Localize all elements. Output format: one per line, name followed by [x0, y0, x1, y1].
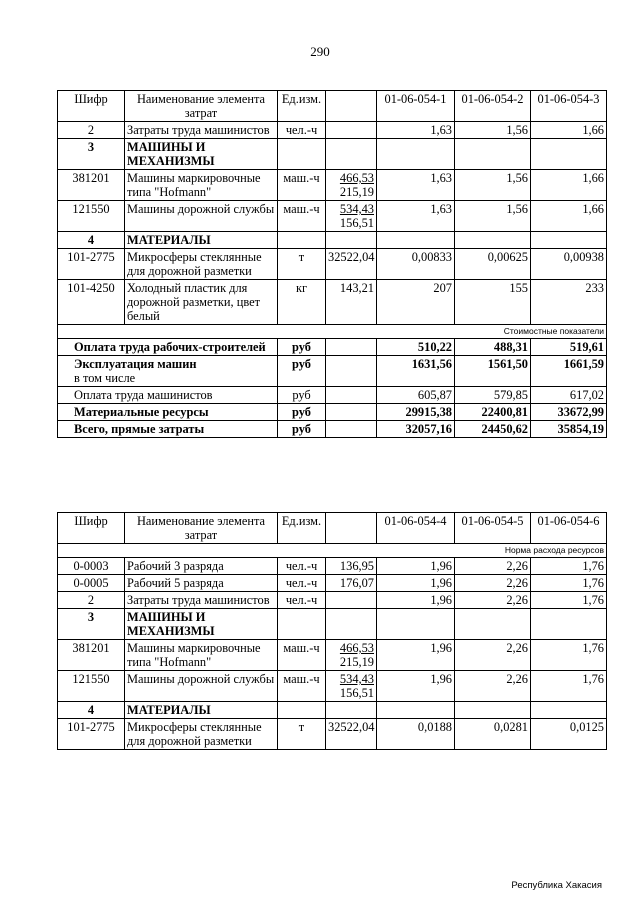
resource-row [58, 640, 607, 671]
header-name: Наименование элемента затрат [125, 91, 278, 122]
norm-caption: Норма расхода ресурсов [58, 544, 607, 558]
row-name: Машины дорожной службы [125, 201, 278, 232]
row-code: 0-0005 [58, 575, 125, 592]
price-secondary: 215,19 [339, 185, 374, 199]
row-value-1 [377, 702, 455, 719]
resource-row [58, 122, 607, 139]
row-price: 143,21 [326, 280, 377, 325]
section-row [58, 609, 607, 640]
section-row [58, 702, 607, 719]
cost-value-3: 519,61 [531, 339, 607, 356]
row-value-1: 207 [377, 280, 455, 325]
price-secondary: 156,51 [339, 216, 374, 230]
row-unit: чел.-ч [278, 122, 326, 139]
row-value-2: 1,56 [455, 201, 531, 232]
row-value-1 [377, 232, 455, 249]
row-unit [278, 232, 326, 249]
cost-value-2: 488,31 [455, 339, 531, 356]
row-name: МАШИНЫ И МЕХАНИЗМЫ [125, 609, 278, 640]
cost-name [58, 356, 278, 387]
cost-caption: Стоимостные показатели [58, 325, 607, 339]
footer-region: Республика Хакасия [511, 880, 602, 891]
row-price [326, 702, 377, 719]
row-value-3: 0,00938 [531, 249, 607, 280]
cost-row [58, 387, 607, 404]
row-code: 3 [58, 609, 125, 640]
row-code: 0-0003 [58, 558, 125, 575]
row-name: Холодный пластик для дорожной разметки, цвет белый [125, 280, 278, 325]
row-unit [278, 139, 326, 170]
row-value-3: 1,76 [531, 671, 607, 702]
cost-label: Эксплуатация машин [74, 357, 197, 371]
cost-value-3: 1661,59 [531, 356, 607, 387]
row-value-2: 1,56 [455, 170, 531, 201]
cost-value-1: 605,87 [377, 387, 455, 404]
row-value-3: 233 [531, 280, 607, 325]
cost-caption-row [58, 325, 607, 339]
row-value-2: 2,26 [455, 592, 531, 609]
resource-row [58, 592, 607, 609]
cost-value-1: 1631,56 [377, 356, 455, 387]
row-code: 381201 [58, 170, 125, 201]
section-row [58, 139, 607, 170]
resource-row [58, 249, 607, 280]
price-value: 466,53 [339, 641, 374, 655]
row-code: 4 [58, 232, 125, 249]
row-value-3 [531, 609, 607, 640]
row-price [326, 609, 377, 640]
row-name: Затраты труда машинистов [125, 592, 278, 609]
row-value-1: 0,00833 [377, 249, 455, 280]
row-value-1: 1,96 [377, 558, 455, 575]
price-secondary: 156,51 [339, 686, 374, 700]
header-unit: Ед.изм. [278, 91, 326, 122]
row-value-1: 1,96 [377, 575, 455, 592]
row-name: Машины маркировочные типа "Hofmann" [125, 640, 278, 671]
cost-value-3: 35854,19 [531, 421, 607, 438]
row-value-1: 1,63 [377, 122, 455, 139]
row-unit: маш.-ч [278, 671, 326, 702]
row-unit: чел.-ч [278, 558, 326, 575]
row-code: 121550 [58, 201, 125, 232]
row-price: 176,07 [326, 575, 377, 592]
cost-value-2: 1561,50 [455, 356, 531, 387]
row-value-2 [455, 609, 531, 640]
cost-row [58, 404, 607, 421]
row-price [326, 671, 377, 702]
row-value-3: 1,76 [531, 640, 607, 671]
price-value: 534,43 [339, 202, 374, 216]
table-header-row [58, 91, 607, 122]
row-price: 136,95 [326, 558, 377, 575]
row-unit: маш.-ч [278, 640, 326, 671]
row-value-1: 1,96 [377, 592, 455, 609]
header-name: Наименование элемента затрат [125, 513, 278, 544]
header-col-2: 01-06-054-2 [455, 91, 531, 122]
row-value-1 [377, 139, 455, 170]
row-price [326, 640, 377, 671]
table-header-row [58, 513, 607, 544]
row-value-3: 1,76 [531, 558, 607, 575]
header-unit: Ед.изм. [278, 513, 326, 544]
row-code: 101-2775 [58, 719, 125, 750]
cost-price-blank [326, 421, 377, 438]
resource-row [58, 558, 607, 575]
cost-row [58, 339, 607, 356]
row-value-1: 1,63 [377, 201, 455, 232]
cost-label: Оплата труда машинистов [74, 388, 213, 402]
resource-table-1 [57, 90, 607, 438]
row-value-2: 1,56 [455, 122, 531, 139]
header-code: Шифр [58, 91, 125, 122]
row-code: 121550 [58, 671, 125, 702]
row-value-3: 1,66 [531, 170, 607, 201]
cost-name [58, 339, 278, 356]
row-price [326, 201, 377, 232]
cost-value-2: 22400,81 [455, 404, 531, 421]
row-unit: маш.-ч [278, 201, 326, 232]
row-value-2: 155 [455, 280, 531, 325]
row-unit: маш.-ч [278, 170, 326, 201]
cost-value-1: 32057,16 [377, 421, 455, 438]
row-price: 32522,04 [326, 719, 377, 750]
row-code: 3 [58, 139, 125, 170]
row-name: Затраты труда машинистов [125, 122, 278, 139]
row-code: 4 [58, 702, 125, 719]
row-value-2: 2,26 [455, 575, 531, 592]
row-value-1: 1,96 [377, 640, 455, 671]
row-value-3: 1,66 [531, 201, 607, 232]
resource-row [58, 201, 607, 232]
cost-name [58, 404, 278, 421]
row-value-1: 0,0188 [377, 719, 455, 750]
cost-value-3: 33672,99 [531, 404, 607, 421]
cost-label: Оплата труда рабочих-строителей [74, 340, 266, 354]
price-value: 534,43 [339, 672, 374, 686]
cost-value-2: 24450,62 [455, 421, 531, 438]
row-value-2 [455, 702, 531, 719]
cost-unit: руб [278, 404, 326, 421]
resource-row [58, 575, 607, 592]
row-value-3 [531, 702, 607, 719]
row-value-2: 2,26 [455, 671, 531, 702]
cost-unit: руб [278, 421, 326, 438]
row-value-2: 2,26 [455, 558, 531, 575]
row-name: Микросферы стеклянные для дорожной разметки [125, 719, 278, 750]
cost-unit: руб [278, 356, 326, 387]
resource-row [58, 170, 607, 201]
cost-price-blank [326, 404, 377, 421]
row-price [326, 139, 377, 170]
cost-label: Всего, прямые затраты [74, 422, 205, 436]
row-price [326, 232, 377, 249]
cost-row [58, 356, 607, 387]
cost-price-blank [326, 339, 377, 356]
row-code: 2 [58, 122, 125, 139]
row-value-3: 0,0125 [531, 719, 607, 750]
header-col-3: 01-06-054-3 [531, 91, 607, 122]
row-value-2 [455, 139, 531, 170]
cost-name [58, 421, 278, 438]
cost-value-2: 579,85 [455, 387, 531, 404]
cost-unit: руб [278, 387, 326, 404]
cost-price-blank [326, 387, 377, 404]
row-name: Машины дорожной службы [125, 671, 278, 702]
header-price [326, 513, 377, 544]
row-value-3 [531, 139, 607, 170]
row-name: МАТЕРИАЛЫ [125, 232, 278, 249]
resource-row [58, 671, 607, 702]
header-col-3: 01-06-054-6 [531, 513, 607, 544]
row-name: Рабочий 3 разряда [125, 558, 278, 575]
row-unit: т [278, 719, 326, 750]
header-col-2: 01-06-054-5 [455, 513, 531, 544]
resource-row [58, 280, 607, 325]
row-price: 32522,04 [326, 249, 377, 280]
row-unit [278, 702, 326, 719]
resource-row [58, 719, 607, 750]
header-col-1: 01-06-054-4 [377, 513, 455, 544]
row-name: МАШИНЫ И МЕХАНИЗМЫ [125, 139, 278, 170]
cost-value-3: 617,02 [531, 387, 607, 404]
row-price [326, 170, 377, 201]
row-value-2: 0,00625 [455, 249, 531, 280]
row-unit: чел.-ч [278, 575, 326, 592]
row-name: Машины маркировочные типа "Hofmann" [125, 170, 278, 201]
row-value-1 [377, 609, 455, 640]
row-value-2 [455, 232, 531, 249]
header-price [326, 91, 377, 122]
row-price [326, 122, 377, 139]
cost-sublabel: в том числе [74, 371, 136, 385]
row-unit [278, 609, 326, 640]
cost-row [58, 421, 607, 438]
row-value-1: 1,96 [377, 671, 455, 702]
row-code: 101-4250 [58, 280, 125, 325]
header-col-1: 01-06-054-1 [377, 91, 455, 122]
row-name: Микросферы стеклянные для дорожной разметки [125, 249, 278, 280]
row-unit: кг [278, 280, 326, 325]
cost-unit: руб [278, 339, 326, 356]
page-number: 290 [310, 44, 330, 59]
row-price [326, 592, 377, 609]
row-value-2: 0,0281 [455, 719, 531, 750]
header-code: Шифр [58, 513, 125, 544]
cost-value-1: 510,22 [377, 339, 455, 356]
price-secondary: 215,19 [339, 655, 374, 669]
row-value-1: 1,63 [377, 170, 455, 201]
row-name: Рабочий 5 разряда [125, 575, 278, 592]
row-unit: чел.-ч [278, 592, 326, 609]
cost-value-1: 29915,38 [377, 404, 455, 421]
row-value-3 [531, 232, 607, 249]
row-value-3: 1,66 [531, 122, 607, 139]
row-code: 381201 [58, 640, 125, 671]
price-value: 466,53 [339, 171, 374, 185]
norm-caption-row [58, 544, 607, 558]
cost-price-blank [326, 356, 377, 387]
row-name: МАТЕРИАЛЫ [125, 702, 278, 719]
resource-table-2 [57, 512, 607, 750]
row-value-3: 1,76 [531, 575, 607, 592]
row-unit: т [278, 249, 326, 280]
cost-name [58, 387, 278, 404]
cost-label: Материальные ресурсы [74, 405, 209, 419]
row-value-2: 2,26 [455, 640, 531, 671]
row-code: 101-2775 [58, 249, 125, 280]
row-value-3: 1,76 [531, 592, 607, 609]
section-row [58, 232, 607, 249]
row-code: 2 [58, 592, 125, 609]
